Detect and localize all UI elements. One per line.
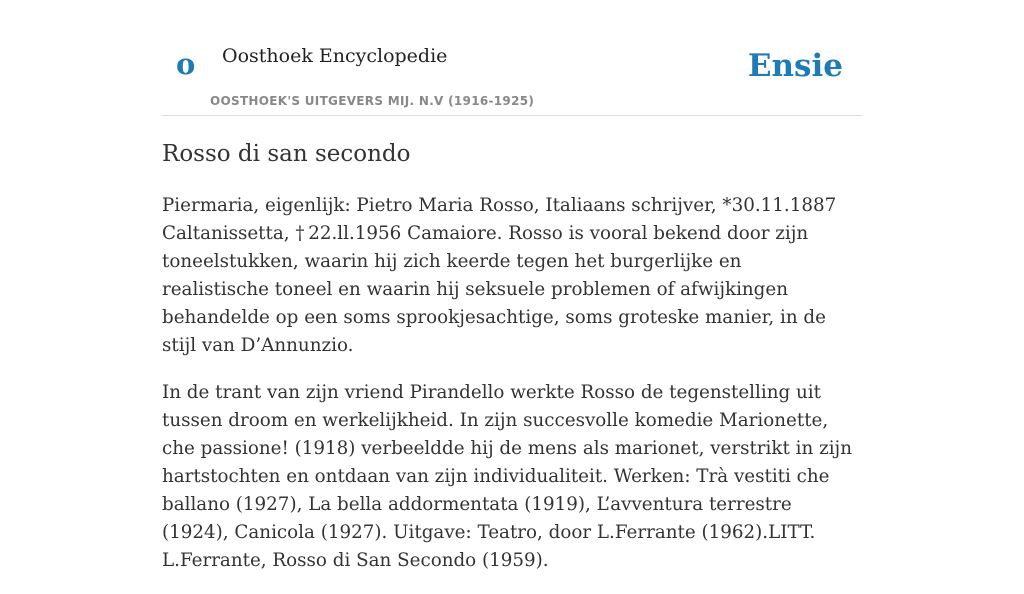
source-header: [162, 0, 862, 116]
entry-paragraph: In de trant van zijn vriend Pirandello werkte Rosso de tegenstelling uit tussen droom en werkelijkheid. In zijn succesvolle komedie Marionette, che passione! (1918) verbeeldde hij de mens als marionet, verstrikt in zijn hartstochten en ontdaan van zijn individualiteit. Werken: Trà vestiti che ballano (1927), La bella addormentata (1919), L’avventura terrestre (1924), Canicola (1927). Uitgave: Teatro, door L.Ferrante (1962).LITT. L.Ferrante, Rosso di San Secondo (1959).: [162, 382, 852, 571]
source-publisher: OOSTHOEK'S UITGEVERS MIJ. N.V (1916-1925): [210, 94, 535, 108]
entry-body: [162, 192, 854, 594]
entry-paragraph: Piermaria, eigenlijk: Pietro Maria Rosso, Italiaans schrijver, *30.11.1887 Caltanissetta, † 22.ll.1956 Camaiore. Rosso is vooral bekend door zijn toneelstukken, waarin hij zich keerde tegen het burgerlijke en realistische toneel en waarin hij seksuele problemen of afwijkingen behandelde op een soms sprookjesachtige, soms groteske manier, in de stijl van D’Annunzio.: [162, 195, 837, 356]
entry-title: Rosso di san secondo: [162, 141, 411, 167]
ensie-logo[interactable]: Ensie: [747, 48, 843, 84]
source-name[interactable]: Oosthoek Encyclopedie: [222, 45, 448, 67]
source-logo[interactable]: o: [176, 47, 196, 81]
